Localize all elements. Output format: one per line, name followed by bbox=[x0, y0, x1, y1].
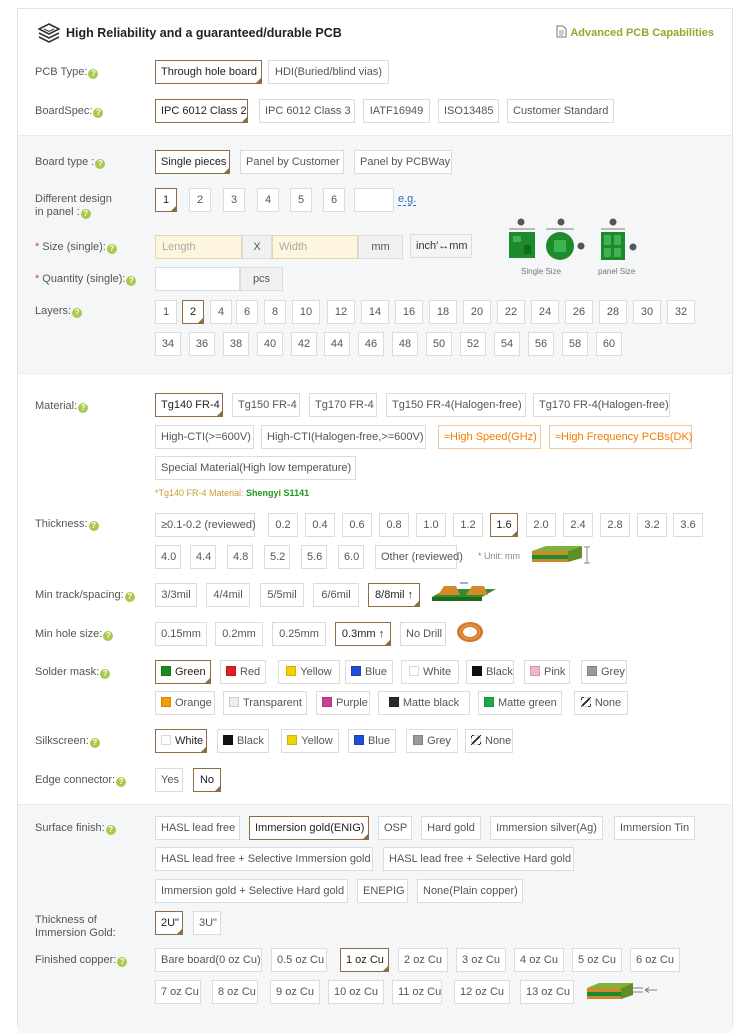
layer-option[interactable]: 18 bbox=[429, 300, 457, 324]
layer-option[interactable]: 30 bbox=[633, 300, 661, 324]
color-swatch bbox=[286, 666, 296, 676]
board-spec-option[interactable]: IPC 6012 Class 2 bbox=[155, 99, 248, 123]
layers-label: Layers: ? bbox=[35, 305, 82, 318]
size-x-separator: X bbox=[242, 235, 272, 259]
option-label: Purple bbox=[336, 697, 368, 709]
panel-size-caption: panel Size bbox=[598, 267, 636, 276]
min-track-option[interactable]: 6/6mil bbox=[313, 583, 359, 607]
section-divider bbox=[18, 373, 732, 374]
help-icon: ? bbox=[117, 957, 127, 967]
copper-option[interactable]: 6 oz Cu bbox=[630, 948, 680, 972]
layer-option[interactable]: 14 bbox=[361, 300, 389, 324]
min-track-option[interactable]: 4/4mil bbox=[206, 583, 250, 607]
min-hole-option[interactable]: 0.15mm bbox=[155, 622, 207, 646]
material-note-value: Shengyi S1141 bbox=[246, 488, 310, 498]
help-icon: ? bbox=[93, 108, 103, 118]
help-icon: ? bbox=[78, 403, 88, 413]
option-label: None bbox=[485, 735, 512, 747]
surface-finish-option[interactable]: HASL lead free + Selective Hard gold bbox=[383, 847, 574, 871]
copper-option[interactable]: 8 oz Cu bbox=[212, 980, 258, 1004]
page-title: High Reliability and a guaranteed/durable PCB bbox=[66, 26, 342, 40]
help-icon: ? bbox=[125, 592, 135, 602]
help-icon: ? bbox=[100, 669, 110, 679]
layer-option[interactable]: 34 bbox=[155, 332, 181, 356]
layer-option[interactable]: 46 bbox=[358, 332, 384, 356]
layer-option[interactable]: 26 bbox=[565, 300, 593, 324]
layer-option[interactable]: 16 bbox=[395, 300, 423, 324]
thickness-label: Thickness: ? bbox=[35, 518, 99, 531]
single-size-diagram bbox=[506, 215, 586, 273]
layer-option[interactable]: 36 bbox=[189, 332, 215, 356]
edge-connector-option[interactable]: Yes bbox=[155, 768, 183, 792]
silkscreen-label: Silkscreen: ? bbox=[35, 735, 100, 748]
option-label: Pink bbox=[544, 666, 566, 678]
thickness-option[interactable]: 0.4 bbox=[305, 513, 335, 537]
surface-finish-option[interactable]: HASL lead free bbox=[155, 816, 240, 840]
option-label: Green bbox=[175, 666, 206, 678]
thickness-unit-note: * Unit: mm bbox=[478, 551, 521, 561]
solder-mask-option[interactable] bbox=[401, 660, 459, 684]
option-label: Transparent bbox=[243, 697, 302, 709]
layer-option[interactable]: 1 bbox=[155, 300, 177, 324]
copper-layer-icon bbox=[585, 980, 661, 1004]
layer-option[interactable]: 20 bbox=[463, 300, 491, 324]
layer-option[interactable]: 24 bbox=[531, 300, 559, 324]
surface-finish-label: Surface finish: ? bbox=[35, 822, 116, 835]
help-icon: ? bbox=[81, 209, 91, 219]
layer-option[interactable]: 52 bbox=[460, 332, 486, 356]
layer-option[interactable]: 8 bbox=[264, 300, 286, 324]
thickness-option[interactable]: 3.6 bbox=[673, 513, 703, 537]
single-size-caption: Single Size bbox=[521, 267, 562, 276]
layer-option[interactable]: 10 bbox=[292, 300, 320, 324]
solder-mask-option[interactable] bbox=[466, 660, 514, 684]
quantity-input[interactable] bbox=[155, 267, 240, 291]
solder-mask-option[interactable] bbox=[345, 660, 393, 684]
min-track-option[interactable]: 3/3mil bbox=[155, 583, 197, 607]
copper-option[interactable]: 4 oz Cu bbox=[514, 948, 564, 972]
board-type-label: Board type : ? bbox=[35, 156, 105, 169]
quantity-unit: pcs bbox=[240, 267, 283, 291]
material-option-high-frequency[interactable]: ≈High Frequency PCBs(DK) bbox=[549, 425, 692, 449]
option-label: Blue bbox=[368, 735, 391, 747]
layer-option[interactable]: 12 bbox=[327, 300, 355, 324]
color-swatch bbox=[226, 666, 236, 676]
material-label: Material: ? bbox=[35, 400, 88, 413]
thickness-option[interactable]: Other (reviewed) bbox=[375, 545, 457, 569]
thickness-option[interactable]: 2.4 bbox=[563, 513, 593, 537]
diff-design-label: Different design in panel : ? bbox=[35, 193, 112, 218]
solder-mask-option[interactable] bbox=[223, 691, 307, 715]
width-input[interactable]: Width bbox=[272, 235, 358, 259]
design-count-input[interactable] bbox=[354, 188, 394, 212]
surface-finish-option[interactable]: None(Plain copper) bbox=[417, 879, 523, 903]
option-label: Grey bbox=[427, 735, 451, 747]
help-icon: ? bbox=[88, 69, 98, 79]
layer-option[interactable]: 6 bbox=[236, 300, 258, 324]
color-swatch bbox=[472, 666, 482, 676]
help-icon: ? bbox=[107, 244, 117, 254]
thickness-option[interactable]: 5.2 bbox=[264, 545, 290, 569]
solder-mask-option[interactable] bbox=[524, 660, 570, 684]
thickness-option[interactable]: 5.6 bbox=[301, 545, 327, 569]
thickness-option[interactable]: 0.2 bbox=[268, 513, 298, 537]
board-spec-option[interactable]: IPC 6012 Class 3 bbox=[259, 99, 355, 123]
solder-mask-option[interactable] bbox=[278, 660, 340, 684]
gold-thickness-label: Thickness of Immersion Gold: bbox=[35, 914, 116, 939]
min-hole-label: Min hole size: ? bbox=[35, 628, 113, 641]
copper-option[interactable]: 2 oz Cu bbox=[398, 948, 448, 972]
color-swatch bbox=[354, 735, 364, 745]
color-swatch bbox=[389, 697, 399, 707]
option-label: Blue bbox=[365, 666, 388, 678]
design-count-option[interactable]: 1 bbox=[155, 188, 177, 212]
min-hole-option[interactable]: 0.25mm bbox=[272, 622, 326, 646]
panel-size-diagram bbox=[598, 215, 640, 267]
quantity-label: * Quantity (single): ? bbox=[35, 273, 136, 286]
solder-mask-option[interactable] bbox=[478, 691, 562, 715]
section-pcb-type bbox=[18, 55, 732, 135]
panel-header bbox=[18, 9, 732, 55]
help-icon: ? bbox=[126, 276, 136, 286]
surface-finish-option[interactable]: Immersion gold + Selective Hard gold bbox=[155, 879, 348, 903]
material-note: *Tg140 FR-4 Material: Shengyi S1141 bbox=[155, 488, 310, 498]
example-link[interactable]: e.g. bbox=[398, 193, 417, 205]
thickness-option[interactable]: 3.2 bbox=[637, 513, 667, 537]
size-unit: mm bbox=[358, 235, 403, 259]
color-swatch bbox=[322, 697, 332, 707]
document-icon bbox=[556, 25, 567, 38]
copper-option[interactable]: 12 oz Cu bbox=[454, 980, 510, 1004]
help-icon: ? bbox=[106, 825, 116, 835]
option-label: Red bbox=[240, 666, 261, 678]
copper-option[interactable]: 7 oz Cu bbox=[155, 980, 201, 1004]
copper-option[interactable]: 3 oz Cu bbox=[456, 948, 506, 972]
solder-mask-option[interactable] bbox=[574, 691, 628, 715]
solder-mask-option[interactable] bbox=[581, 660, 627, 684]
color-swatch bbox=[530, 666, 540, 676]
design-count-option[interactable]: 5 bbox=[290, 188, 312, 212]
material-option[interactable]: Tg140 FR-4 bbox=[155, 393, 223, 417]
option-label: Grey bbox=[601, 666, 625, 678]
color-swatch bbox=[161, 697, 171, 707]
size-label: * Size (single): ? bbox=[35, 241, 117, 254]
option-label: None bbox=[594, 697, 622, 709]
layer-option[interactable]: 48 bbox=[392, 332, 418, 356]
board-spec-option[interactable]: IATF16949 bbox=[363, 99, 430, 123]
layer-option[interactable]: 4 bbox=[210, 300, 232, 324]
solder-mask-option[interactable] bbox=[378, 691, 470, 715]
silkscreen-option[interactable] bbox=[406, 729, 458, 753]
layer-option[interactable]: 58 bbox=[562, 332, 588, 356]
thickness-option[interactable]: 1.0 bbox=[416, 513, 446, 537]
layer-option[interactable]: 50 bbox=[426, 332, 452, 356]
section-divider bbox=[18, 804, 732, 805]
color-swatch bbox=[229, 697, 239, 707]
material-option[interactable]: Tg150 FR-4(Halogen-free) bbox=[386, 393, 526, 417]
thickness-option[interactable]: 4.0 bbox=[155, 545, 181, 569]
copper-option[interactable]: 9 oz Cu bbox=[270, 980, 320, 1004]
copper-option[interactable]: 5 oz Cu bbox=[572, 948, 622, 972]
thickness-option[interactable]: 4.4 bbox=[190, 545, 216, 569]
board-type-option[interactable]: Single pieces bbox=[155, 150, 230, 174]
color-swatch bbox=[161, 735, 171, 745]
min-hole-option[interactable]: 0.2mm bbox=[215, 622, 263, 646]
help-icon: ? bbox=[89, 521, 99, 531]
option-label: White bbox=[422, 666, 452, 678]
surface-finish-option[interactable]: OSP bbox=[378, 816, 412, 840]
copper-option[interactable]: 11 oz Cu bbox=[392, 980, 442, 1004]
edge-connector-label: Edge connector: ? bbox=[35, 774, 126, 787]
unit-toggle-button[interactable]: inch′↔mm bbox=[410, 234, 472, 258]
pcb-type-option[interactable]: HDI(Buried/blind vias) bbox=[268, 60, 389, 84]
section-board bbox=[18, 135, 732, 373]
material-option[interactable]: Tg170 FR-4(Halogen-free) bbox=[533, 393, 670, 417]
thickness-option[interactable]: 1.6 bbox=[490, 513, 518, 537]
option-label: Orange bbox=[175, 697, 212, 709]
layers-icon bbox=[38, 23, 60, 43]
help-icon: ? bbox=[95, 159, 105, 169]
design-count-option[interactable]: 3 bbox=[223, 188, 245, 212]
color-swatch bbox=[351, 666, 361, 676]
board-type-option[interactable]: Panel by PCBWay bbox=[354, 150, 452, 174]
color-swatch bbox=[484, 697, 494, 707]
layer-option[interactable]: 60 bbox=[596, 332, 622, 356]
color-swatch bbox=[161, 666, 171, 676]
pcb-type-option[interactable]: Through hole board bbox=[155, 60, 262, 84]
copper-option[interactable]: 13 oz Cu bbox=[520, 980, 574, 1004]
material-option[interactable]: High-CTI(>=600V) bbox=[155, 425, 254, 449]
silkscreen-option[interactable] bbox=[281, 729, 339, 753]
color-swatch bbox=[471, 735, 481, 745]
color-swatch bbox=[223, 735, 233, 745]
color-swatch bbox=[287, 735, 297, 745]
design-count-option[interactable]: 6 bbox=[323, 188, 345, 212]
material-option[interactable]: High-CTI(Halogen-free,>=600V) bbox=[261, 425, 426, 449]
layer-option[interactable]: 42 bbox=[291, 332, 317, 356]
layer-option[interactable]: 32 bbox=[667, 300, 695, 324]
thickness-option[interactable]: 6.0 bbox=[338, 545, 364, 569]
min-hole-option[interactable]: 0.3mm ↑ bbox=[335, 622, 391, 646]
material-option[interactable]: Tg170 FR-4 bbox=[309, 393, 377, 417]
layer-option[interactable]: 22 bbox=[497, 300, 525, 324]
surface-finish-option[interactable]: HASL lead free + Selective Immersion gold bbox=[155, 847, 373, 871]
copper-option[interactable]: 1 oz Cu bbox=[340, 948, 389, 972]
solder-mask-label: Solder mask: ? bbox=[35, 666, 110, 679]
layer-option[interactable]: 38 bbox=[223, 332, 249, 356]
drill-hole-icon bbox=[455, 619, 485, 645]
gold-thickness-option[interactable]: 3U" bbox=[193, 911, 221, 935]
copper-option[interactable]: 10 oz Cu bbox=[328, 980, 384, 1004]
surface-finish-option[interactable]: Immersion Tin bbox=[614, 816, 695, 840]
finished-copper-label: Finished copper: ? bbox=[35, 954, 127, 967]
board-spec-option[interactable]: Customer Standard bbox=[507, 99, 614, 123]
board-type-option[interactable]: Panel by Customer bbox=[240, 150, 344, 174]
min-track-label: Min track/spacing: ? bbox=[35, 589, 135, 602]
silkscreen-option[interactable] bbox=[217, 729, 269, 753]
design-count-option[interactable]: 4 bbox=[257, 188, 279, 212]
option-label: Yellow bbox=[300, 666, 332, 678]
copper-option[interactable]: Bare board(0 oz Cu) bbox=[155, 948, 262, 972]
advanced-capabilities-text[interactable]: Advanced PCB Capabilities bbox=[570, 27, 714, 39]
min-track-option[interactable]: 8/8mil ↑ bbox=[368, 583, 420, 607]
board-spec-option[interactable]: ISO13485 bbox=[438, 99, 499, 123]
color-swatch bbox=[409, 666, 419, 676]
option-label: Matte black bbox=[402, 697, 460, 709]
advanced-capabilities-link[interactable] bbox=[556, 25, 714, 39]
thickness-option[interactable]: 4.8 bbox=[227, 545, 253, 569]
section-material bbox=[18, 373, 732, 804]
layer-option[interactable]: 44 bbox=[324, 332, 350, 356]
thickness-option[interactable]: 2.0 bbox=[526, 513, 556, 537]
material-option[interactable]: Tg150 FR-4 bbox=[232, 393, 300, 417]
edge-connector-option[interactable]: No bbox=[193, 768, 221, 792]
solder-mask-option[interactable] bbox=[155, 660, 211, 684]
copper-option[interactable]: 0.5 oz Cu bbox=[271, 948, 327, 972]
min-track-option[interactable]: 5/5mil bbox=[260, 583, 304, 607]
surface-finish-option[interactable]: Immersion silver(Ag) bbox=[490, 816, 603, 840]
section-finish bbox=[18, 804, 732, 1033]
silkscreen-option[interactable] bbox=[155, 729, 207, 753]
layer-option[interactable]: 40 bbox=[257, 332, 283, 356]
board-spec-label: BoardSpec: ? bbox=[35, 105, 103, 118]
layer-option[interactable]: 54 bbox=[494, 332, 520, 356]
layer-option[interactable]: 56 bbox=[528, 332, 554, 356]
material-option[interactable]: Special Material(High low temperature) bbox=[155, 456, 356, 480]
thickness-option[interactable]: 1.2 bbox=[453, 513, 483, 537]
option-label: White bbox=[175, 735, 204, 747]
surface-finish-option[interactable]: ENEPIG bbox=[357, 879, 408, 903]
silkscreen-option[interactable] bbox=[465, 729, 513, 753]
board-thickness-icon bbox=[530, 543, 592, 567]
option-label: Black bbox=[237, 735, 264, 747]
length-input[interactable]: Length bbox=[155, 235, 242, 259]
help-icon: ? bbox=[103, 631, 113, 641]
design-count-option[interactable]: 2 bbox=[189, 188, 211, 212]
gold-thickness-option[interactable]: 2U" bbox=[155, 911, 183, 935]
option-label: Black bbox=[486, 666, 513, 678]
thickness-option[interactable]: 0.8 bbox=[379, 513, 409, 537]
help-icon: ? bbox=[72, 308, 82, 318]
pcb-type-label: PCB Type: ? bbox=[35, 66, 98, 79]
color-swatch bbox=[587, 666, 597, 676]
min-hole-option[interactable]: No Drill bbox=[400, 622, 446, 646]
thickness-option[interactable]: 2.8 bbox=[600, 513, 630, 537]
layer-option[interactable]: 2 bbox=[182, 300, 204, 324]
surface-finish-option[interactable]: Immersion gold(ENIG) bbox=[249, 816, 369, 840]
silkscreen-option[interactable] bbox=[348, 729, 396, 753]
solder-mask-option[interactable] bbox=[220, 660, 266, 684]
thickness-option[interactable]: 0.6 bbox=[342, 513, 372, 537]
option-label: Yellow bbox=[301, 735, 333, 747]
surface-finish-option[interactable]: Hard gold bbox=[421, 816, 481, 840]
solder-mask-option[interactable] bbox=[155, 691, 215, 715]
section-divider bbox=[18, 135, 732, 136]
help-icon: ? bbox=[90, 738, 100, 748]
thickness-option[interactable]: ≥0.1-0.2 (reviewed) bbox=[155, 513, 255, 537]
trace-spacing-icon bbox=[430, 577, 498, 605]
layer-option[interactable]: 28 bbox=[599, 300, 627, 324]
option-label: Matte green bbox=[498, 697, 557, 709]
solder-mask-option[interactable] bbox=[316, 691, 370, 715]
color-swatch bbox=[581, 697, 591, 707]
material-option-high-speed[interactable]: ≈High Speed(GHz) bbox=[438, 425, 541, 449]
help-icon: ? bbox=[116, 777, 126, 787]
pcb-options-panel bbox=[17, 8, 733, 1027]
color-swatch bbox=[413, 735, 423, 745]
